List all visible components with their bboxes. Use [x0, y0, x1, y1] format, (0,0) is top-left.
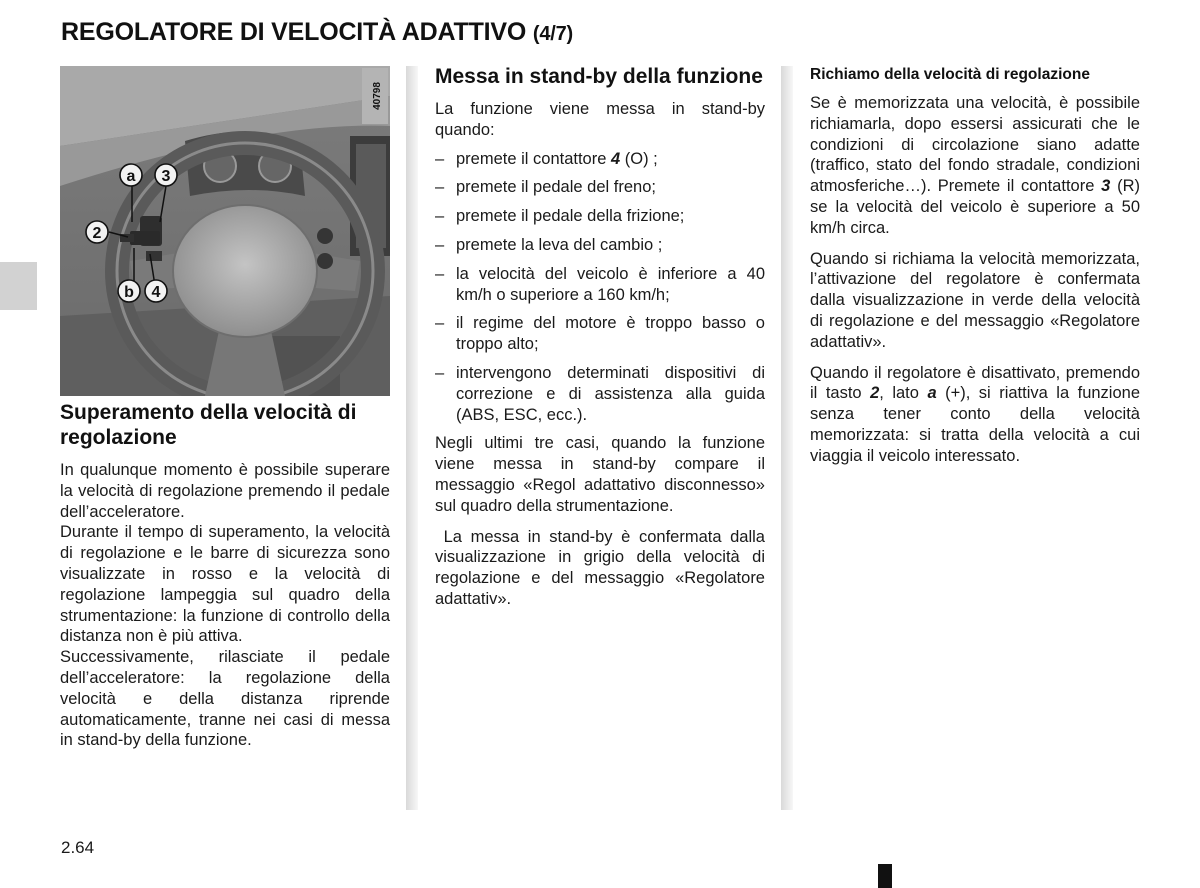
section-end-marker: [878, 864, 892, 888]
callout-3: 3: [161, 168, 171, 185]
section-tab-marker: [0, 262, 37, 310]
list-item: – il regime del motore è troppo basso o troppo alto;: [435, 314, 765, 354]
steering-wheel-illustration: [60, 66, 390, 396]
list-item: – premete il pedale della frizione;: [435, 207, 685, 226]
callout-a: a: [126, 168, 136, 185]
paragraph: Quando il regolatore è disattivato, premendo il tasto 2, lato a (+), si riattiva la funzione senza tener conto della velocità memorizzata: si tratta della velocità a cui viaggia il veicolo interessato.: [810, 363, 1140, 465]
list-item: – la velocità del veicolo è inferiore a 40 km/h o superiore a 160 km/h;: [435, 264, 765, 304]
paragraph: Quando si richiama la velocità memorizzata, l’attivazione del regolatore è confermata dalla visualizzazione in verde della velocità di regolazione e del messaggio «Regolatore adattativ».: [810, 249, 1140, 351]
callout-4: 4: [151, 284, 161, 301]
paragraph: In qualunque momento è possibile superare la velocità di regolazione premendo il pedale dell’acceleratore.: [60, 461, 390, 521]
paragraph: La messa in stand-by è confermata dalla visualizzazione in grigio della velocità di regolazione e del messaggio «Regolatore adattativ».: [435, 527, 770, 608]
column-divider-1: [406, 66, 418, 810]
column-standby: [435, 64, 770, 610]
page-title: [61, 18, 573, 47]
page-number: 2.64: [61, 838, 95, 857]
callout-2: 2: [92, 225, 102, 242]
paragraph: La funzione viene messa in stand-by quando:: [435, 100, 765, 139]
paragraph: Durante il tempo di superamento, la velocità di regolazione e le barre di sicurezza sono visualizzate in rosso e la velocità di regolazione lampeggia sul quadro della strumentazione: la funzione di controllo della distanza non è più attiva.: [60, 523, 390, 646]
paragraph: Se è memorizzata una velocità, è possibile richiamarla, dopo essersi assicurati che le condizioni di circolazione siano adatte (traffico, stato del fondo stradale, condizioni atmosferiche…). Premete il contattore 3 (R) se la velocità del veicolo è superiore a 50 km/h circa.: [810, 94, 1140, 237]
list-item: – intervengono determinati dispositivi di correzione e di assistenza alla guida (ABS, ESC, ecc.).: [435, 363, 765, 424]
column-divider-2: [781, 66, 793, 810]
column-overtaking: [60, 400, 390, 751]
title-main: REGOLATORE DI VELOCITÀ ADATTIVO: [61, 18, 527, 46]
list-item: – premete il pedale del freno;: [435, 178, 656, 197]
title-part: (4/7): [532, 23, 573, 45]
callout-b: b: [124, 284, 134, 301]
section-heading-recall: Richiamo della velocità di regolazione: [810, 66, 1090, 83]
paragraph: Negli ultimi tre casi, quando la funzione viene messa in stand-by compare il messaggio «Regol adattativo disconnesso» sul quadro della strumentazione.: [435, 434, 765, 515]
figure-reference-number: 40798: [372, 82, 383, 110]
paragraph: Successivamente, rilasciate il pedale dell’acceleratore: la regolazione della velocità e della distanza riprende automaticamente, tranne nei casi di messa in stand-by della funzione.: [60, 648, 390, 750]
list-item: – premete il contattore 4 (O) ;: [435, 149, 658, 168]
column-recall: [810, 64, 1140, 467]
standby-conditions-list: [435, 149, 765, 426]
section-heading-overtaking: Superamento della velocità di regolazione: [60, 401, 357, 449]
section-heading-standby: Messa in stand-by della funzione: [435, 65, 763, 88]
list-item: – premete la leva del cambio ;: [435, 235, 663, 254]
